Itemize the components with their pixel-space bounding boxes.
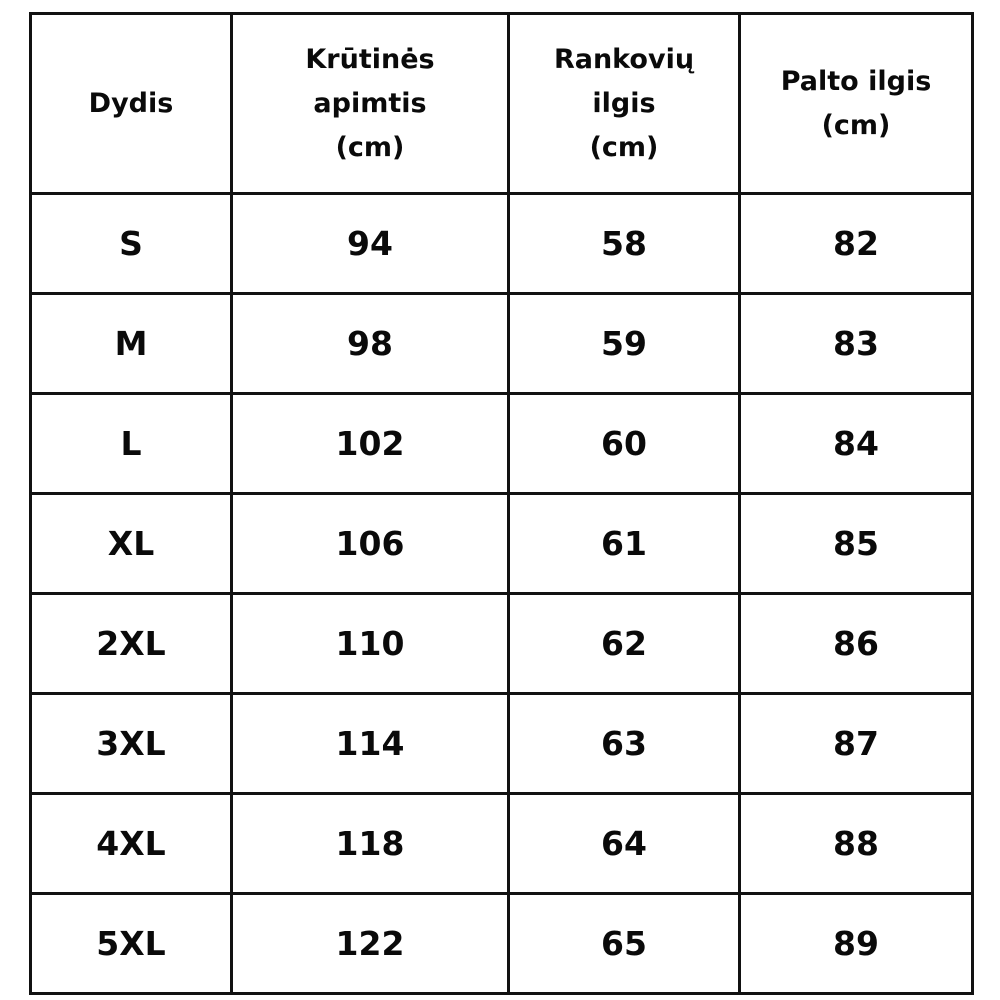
cell-chest: 98 [232, 294, 509, 394]
header-sleeve-line: Rankovių [553, 43, 695, 75]
header-row [31, 14, 973, 194]
header-size [31, 14, 232, 194]
table-body [31, 194, 973, 994]
header-coat-line: (cm) [821, 109, 891, 141]
cell-coat-length: 88 [740, 794, 973, 894]
cell-size: M [31, 294, 232, 394]
table-row [31, 294, 973, 394]
cell-sleeve: 60 [509, 394, 740, 494]
cell-sleeve: 59 [509, 294, 740, 394]
cell-size: L [31, 394, 232, 494]
header-sleeve [509, 14, 740, 194]
table-row [31, 694, 973, 794]
cell-sleeve: 65 [509, 894, 740, 994]
table-row [31, 394, 973, 494]
cell-chest: 110 [232, 594, 509, 694]
cell-coat-length: 89 [740, 894, 973, 994]
header-coat-line: Palto ilgis [780, 65, 932, 97]
size-chart-table [29, 12, 974, 995]
cell-chest: 94 [232, 194, 509, 294]
table-row [31, 494, 973, 594]
cell-coat-length: 86 [740, 594, 973, 694]
table-row [31, 594, 973, 694]
cell-size: S [31, 194, 232, 294]
cell-sleeve: 58 [509, 194, 740, 294]
cell-chest: 102 [232, 394, 509, 494]
cell-coat-length: 84 [740, 394, 973, 494]
cell-sleeve: 64 [509, 794, 740, 894]
cell-sleeve: 61 [509, 494, 740, 594]
header-chest-line: (cm) [335, 131, 405, 163]
table-row [31, 794, 973, 894]
cell-chest: 114 [232, 694, 509, 794]
cell-coat-length: 82 [740, 194, 973, 294]
cell-size: 3XL [31, 694, 232, 794]
header-size-line: Dydis [88, 87, 174, 119]
header-chest-line: Krūtinės [305, 43, 435, 75]
cell-coat-length: 83 [740, 294, 973, 394]
header-chest-line: apimtis [313, 87, 427, 119]
cell-chest: 122 [232, 894, 509, 994]
cell-chest: 106 [232, 494, 509, 594]
cell-sleeve: 63 [509, 694, 740, 794]
cell-size: 5XL [31, 894, 232, 994]
table-row [31, 894, 973, 994]
header-chest [232, 14, 509, 194]
cell-sleeve: 62 [509, 594, 740, 694]
cell-coat-length: 85 [740, 494, 973, 594]
header-sleeve-line: (cm) [589, 131, 659, 163]
cell-coat-length: 87 [740, 694, 973, 794]
header-coat-length [740, 14, 973, 194]
table-row [31, 194, 973, 294]
cell-size: 2XL [31, 594, 232, 694]
header-sleeve-line: ilgis [592, 87, 656, 119]
cell-chest: 118 [232, 794, 509, 894]
cell-size: XL [31, 494, 232, 594]
cell-size: 4XL [31, 794, 232, 894]
